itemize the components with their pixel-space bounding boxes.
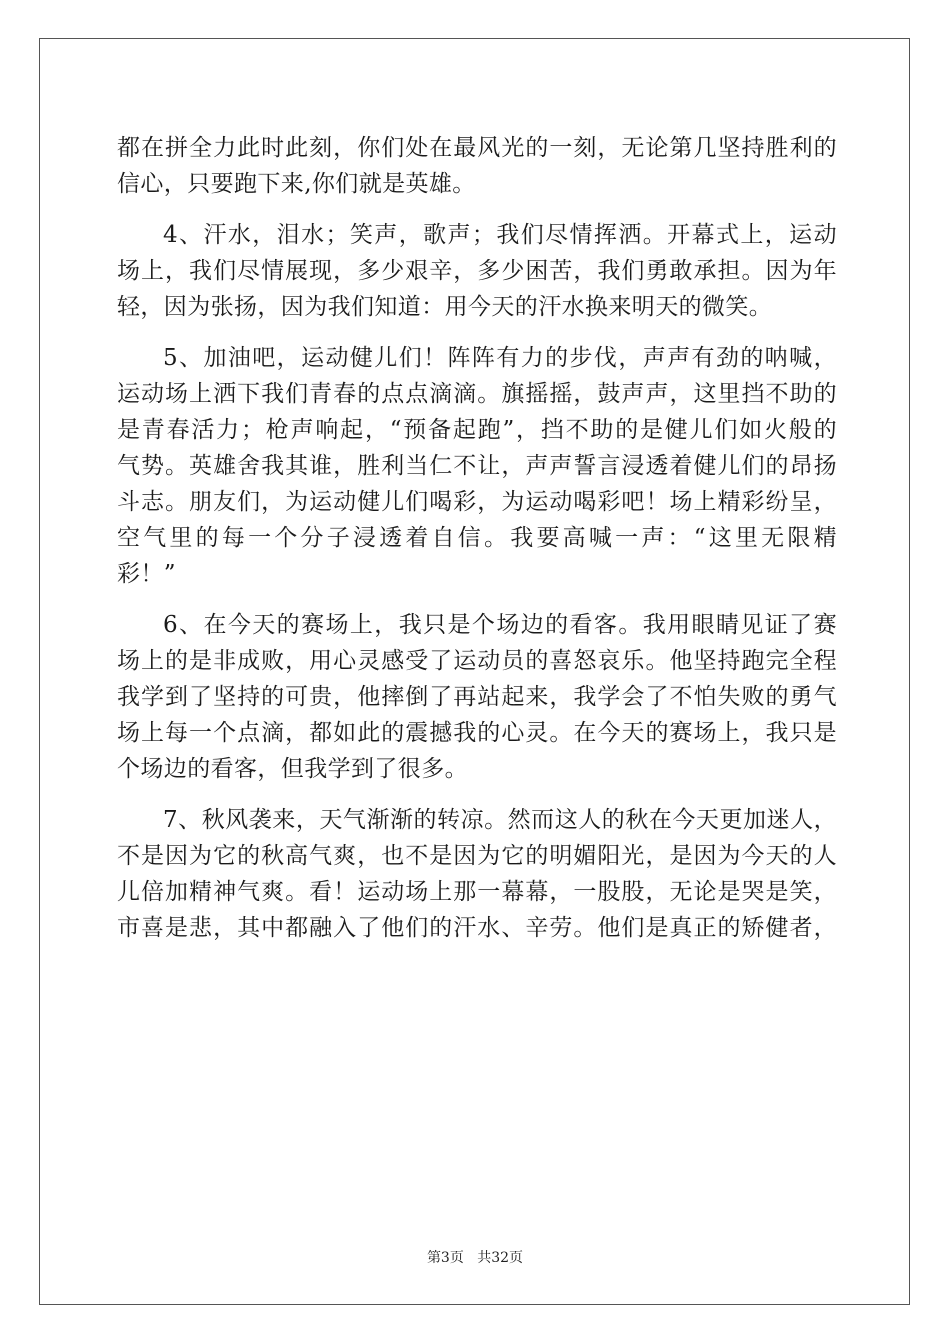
- paragraph-gap: [117, 592, 837, 607]
- text-line: 信心，只要跑下来,你们就是英雄。: [117, 171, 476, 197]
- text-line: 彩！”: [117, 561, 176, 587]
- text-line: 儿倍加精神气爽。看！运动场上那一幕幕，一股股，无论是哭是笑，: [117, 879, 837, 905]
- text-line: 5、加油吧，运动健儿们！阵阵有力的步伐，声声有劲的呐喊，: [163, 345, 837, 371]
- text-line: 空气里的每一个分子浸透着自信。我要高喊一声：“这里无限精: [117, 525, 837, 551]
- text-line: 个场边的看客，但我学到了很多。: [117, 756, 468, 782]
- page-total: 共32页: [477, 1250, 524, 1266]
- text-line: 轻，因为张扬，因为我们知道：用今天的汗水换来明天的微笑。: [117, 294, 773, 320]
- text-line: 市喜是悲，其中都融入了他们的汗水、辛劳。他们是真正的矫健者，: [117, 915, 837, 941]
- text-line: 气势。英雄舍我其谁，胜利当仁不让，声声誓言浸透着健儿们的昂扬: [117, 453, 837, 479]
- text-line: 4、汗水，泪水；笑声，歌声；我们尽情挥洒。开幕式上，运动: [163, 222, 837, 248]
- paragraph-gap: [117, 202, 837, 217]
- text-line: 场上的是非成败，用心灵感受了运动员的喜怒哀乐。他坚持跑完全程: [117, 648, 837, 674]
- text-line: 都在拼全力此时此刻，你们处在最风光的一刻，无论第几坚持胜利的: [117, 135, 837, 161]
- page-footer: [0, 1247, 950, 1267]
- text-line: 运动场上洒下我们青春的点点滴滴。旗摇摇，鼓声声，这里挡不助的: [117, 381, 837, 407]
- text-line: 不是因为它的秋高气爽，也不是因为它的明媚阳光，是因为今天的人: [117, 843, 837, 869]
- paragraph-gap: [117, 325, 837, 340]
- text-line: 斗志。朋友们，为运动健儿们喝彩，为运动喝彩吧！场上精彩纷呈，: [117, 489, 837, 515]
- text-line: 我学到了坚持的可贵，他摔倒了再站起来，我学会了不怕失败的勇气: [117, 684, 837, 710]
- text-line: 是青春活力；枪声响起，“预备起跑”，挡不助的是健儿们如火般的: [117, 417, 837, 443]
- document-body: [117, 130, 837, 946]
- text-line: 场上，我们尽情展现，多少艰辛，多少困苦，我们勇敢承担。因为年: [117, 258, 837, 284]
- page-number: 第3页: [426, 1250, 464, 1266]
- paragraph-gap: [117, 787, 837, 802]
- text-line: 场上每一个点滴，都如此的震撼我的心灵。在今天的赛场上，我只是: [117, 720, 837, 746]
- text-line: 7、秋风袭来，天气渐渐的转凉。然而这人的秋在今天更加迷人，: [163, 807, 837, 833]
- text-line: 6、在今天的赛场上，我只是个场边的看客。我用眼睛见证了赛: [163, 612, 837, 638]
